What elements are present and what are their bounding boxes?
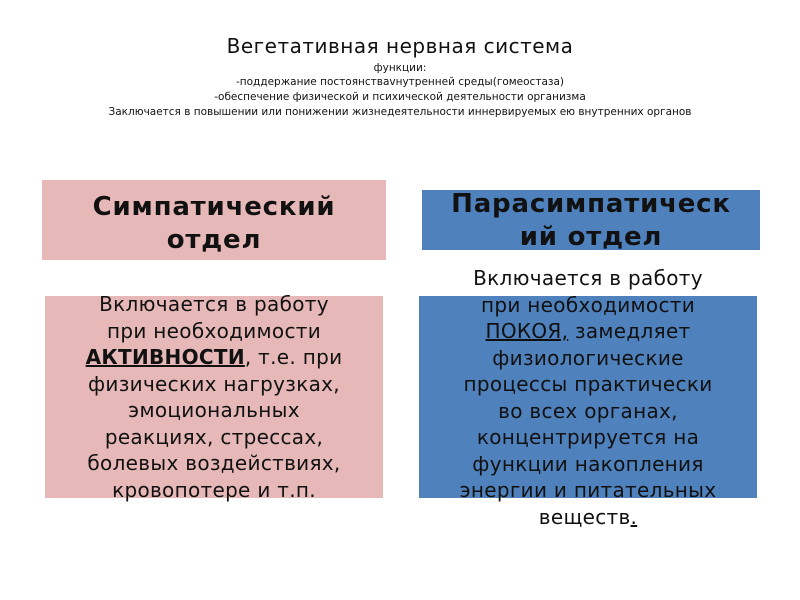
activity-emphasis: АКТИВНОСТИ: [85, 345, 245, 369]
sympathetic-text-line-7: болевых воздействиях,: [87, 451, 341, 475]
parasympathetic-heading-line-2: ий отдел: [519, 222, 663, 252]
parasympathetic-text-line-1: Включается в работу: [473, 266, 703, 290]
sympathetic-text-line-6: реакциях, стрессах,: [104, 424, 324, 449]
sympathetic-text-line-4: физических нагрузках,: [88, 371, 340, 396]
subtitle-homeostasis: -поддержание постоянстваvнутренней среды(гомеостаза): [235, 76, 564, 88]
sympathetic-heading-line-1: Симпатический: [92, 192, 336, 222]
sympathetic-text-line-8: кровопотере и т.п.: [112, 477, 316, 502]
sympathetic-heading: [42, 191, 386, 257]
rest-emphasis: ПОКОЯ,: [485, 319, 569, 343]
parasympathetic-text-line-6: во всех органах,: [498, 398, 678, 423]
parasympathetic-text-line-2: при необходимости: [480, 292, 696, 317]
parasympathetic-text-line-10: [414, 504, 762, 531]
sympathetic-text-line-3: [45, 344, 383, 371]
sympathetic-text-line-5: эмоциональных: [128, 398, 300, 422]
subtitle-summary: Заключается в повышении или понижении жизнедеятельности иннервируемых ею внутренних органов: [108, 106, 692, 118]
subtitle-activity: -обеспечение физической и психической деятельности организма: [214, 91, 586, 103]
parasympathetic-description: [414, 265, 762, 530]
parasympathetic-text-line-10-end: .: [630, 504, 638, 529]
parasympathetic-text-line-3: [414, 318, 762, 345]
parasympathetic-text-line-7: концентрируется на: [476, 425, 700, 449]
sympathetic-text-line-3-rest: , т.е. при: [244, 345, 343, 369]
parasympathetic-text-line-3-rest: замедляет: [568, 319, 691, 343]
parasympathetic-text-line-5: процессы практически: [463, 372, 713, 396]
parasympathetic-heading: [418, 188, 764, 254]
sympathetic-text-line-1: Включается в работу: [99, 292, 329, 316]
subtitle-functions-label: функции:: [373, 62, 427, 74]
sympathetic-text-line-2: при необходимости: [106, 318, 322, 343]
slide-title: Вегетативная нервная система: [226, 34, 574, 58]
parasympathetic-text-line-10-main: веществ: [538, 504, 631, 529]
sympathetic-heading-line-2: отдел: [166, 225, 262, 255]
parasympathetic-text-line-9: энергии и питательных: [459, 478, 717, 502]
sympathetic-description: [45, 291, 383, 503]
parasympathetic-heading-line-1: Парасимпатическ: [451, 189, 731, 219]
parasympathetic-text-line-4: физиологические: [492, 345, 684, 370]
parasympathetic-text-line-8: функции накопления: [472, 451, 704, 476]
